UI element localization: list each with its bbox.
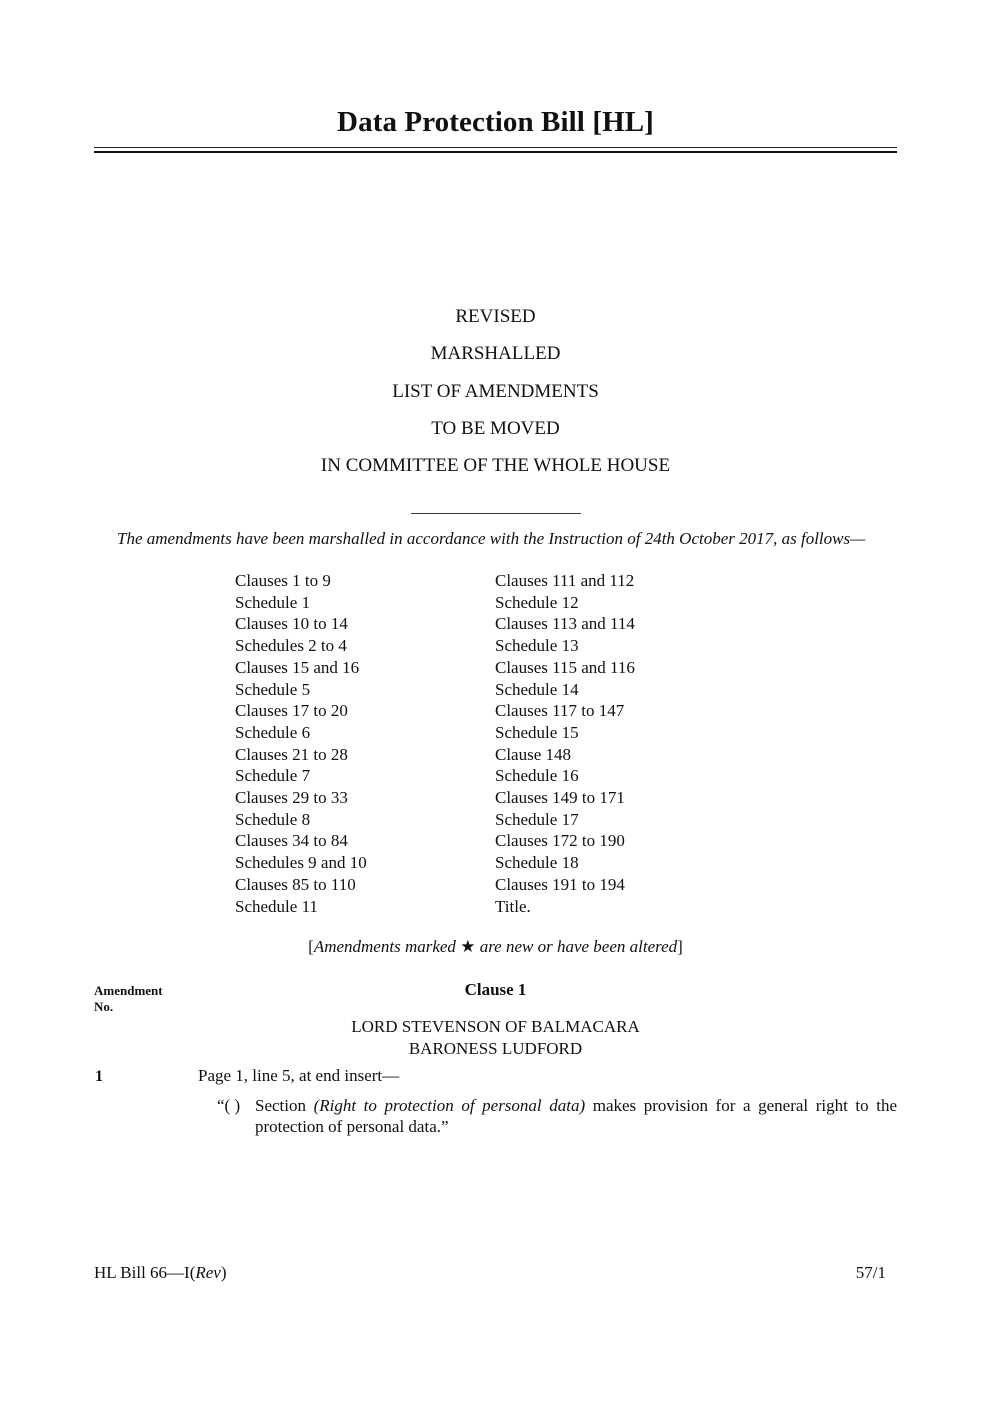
list-item: Clauses 115 and 116 <box>495 657 635 677</box>
list-item: Clauses 191 to 194 <box>495 874 625 894</box>
bill-ref-italic: Rev <box>195 1263 221 1282</box>
note-bracket-open: [ <box>308 937 314 956</box>
list-item: Schedule 16 <box>495 766 579 786</box>
heading-line: MARSHALLED <box>430 343 561 365</box>
heading-line: LIST OF AMENDMENTS <box>392 380 599 402</box>
list-item: Clauses 113 and 114 <box>495 614 635 634</box>
list-item: Schedules 9 and 10 <box>235 853 367 873</box>
list-item: Schedule 18 <box>495 853 579 873</box>
list-item: Clauses 1 to 9 <box>235 571 331 590</box>
heading-line: REVISED <box>455 306 536 327</box>
list-item: Clauses 111 and 112 <box>495 571 635 590</box>
note-bracket-close: ] <box>677 937 683 956</box>
amendment-body <box>255 1095 897 1137</box>
title-rule-thick <box>94 151 897 153</box>
note-text: Amendments marked <box>313 937 461 956</box>
page-reference: 57/1 <box>855 1263 886 1282</box>
list-item: Clauses 10 to 14 <box>235 614 348 634</box>
amendment-text <box>217 1095 897 1137</box>
sponsor-name: LORD STEVENSON OF BALMACARA <box>351 1017 640 1036</box>
bill-reference <box>94 1263 227 1283</box>
body-text: Section <box>255 1096 314 1115</box>
bill-ref-text: HL Bill 66—I( <box>94 1263 196 1282</box>
heading-line: TO BE MOVED <box>431 417 560 439</box>
document-title: Data Protection Bill [HL] <box>337 106 654 138</box>
note-text-after: are new or have been altered <box>475 937 678 956</box>
list-item: Clauses 34 to 84 <box>235 831 348 851</box>
list-item: Clauses 117 to 147 <box>495 701 625 721</box>
list-item: Schedule 15 <box>495 722 579 742</box>
list-item: Title. <box>495 896 531 916</box>
marshalling-list-left <box>235 570 367 917</box>
heading-line: IN COMMITTEE OF THE WHOLE HOUSE <box>320 455 671 477</box>
title-rule-thin <box>94 147 897 148</box>
section-divider <box>411 513 581 514</box>
amendment-sponsors <box>94 1016 897 1060</box>
sponsor-name: BARONESS LUDFORD <box>408 1039 583 1058</box>
list-item: Clauses 85 to 110 <box>235 874 356 894</box>
list-item: Schedule 8 <box>235 809 311 829</box>
list-item: Schedule 12 <box>495 592 579 612</box>
marshalling-list-right <box>495 570 635 917</box>
amendment-instruction: Page 1, line 5, at end insert— <box>198 1066 400 1085</box>
list-item: Schedule 11 <box>235 896 318 916</box>
list-item: Schedule 13 <box>495 636 579 656</box>
list-item: Schedule 14 <box>495 679 579 699</box>
star-icon: ★ <box>460 937 476 956</box>
label-line: No. <box>94 999 114 1014</box>
paragraph-marker: “( ) <box>217 1096 241 1115</box>
list-item: Clauses 172 to 190 <box>495 831 625 851</box>
list-item: Schedule 5 <box>235 679 311 699</box>
list-item: Schedule 7 <box>235 766 311 786</box>
list-item: Schedule 17 <box>495 809 579 829</box>
body-text-rest: makes provision for a general right to the protection of personal data.” <box>255 1096 897 1136</box>
marshalling-intro: The amendments have been marshalled in accordance with the Instruction of 24th October 2017, as follows— <box>117 529 866 548</box>
clause-heading: Clause 1 <box>464 980 527 999</box>
new-amendments-note <box>94 937 897 957</box>
list-item: Clause 148 <box>495 744 572 764</box>
amendment-number: 1 <box>95 1068 103 1085</box>
list-item: Clauses 17 to 20 <box>235 701 348 721</box>
list-item: Schedule 6 <box>235 722 311 742</box>
body-italic: (Right to protection of personal data) <box>313 1096 586 1115</box>
list-item: Clauses 21 to 28 <box>235 744 348 764</box>
cover-headings <box>94 306 897 492</box>
list-item: Clauses 149 to 171 <box>495 788 625 808</box>
list-item: Clauses 15 and 16 <box>235 657 360 677</box>
bill-ref-close: ) <box>220 1263 227 1282</box>
label-line: Amendment <box>94 983 163 998</box>
list-item: Schedule 1 <box>235 592 311 612</box>
list-item: Clauses 29 to 33 <box>235 788 348 808</box>
list-item: Schedules 2 to 4 <box>235 636 347 656</box>
